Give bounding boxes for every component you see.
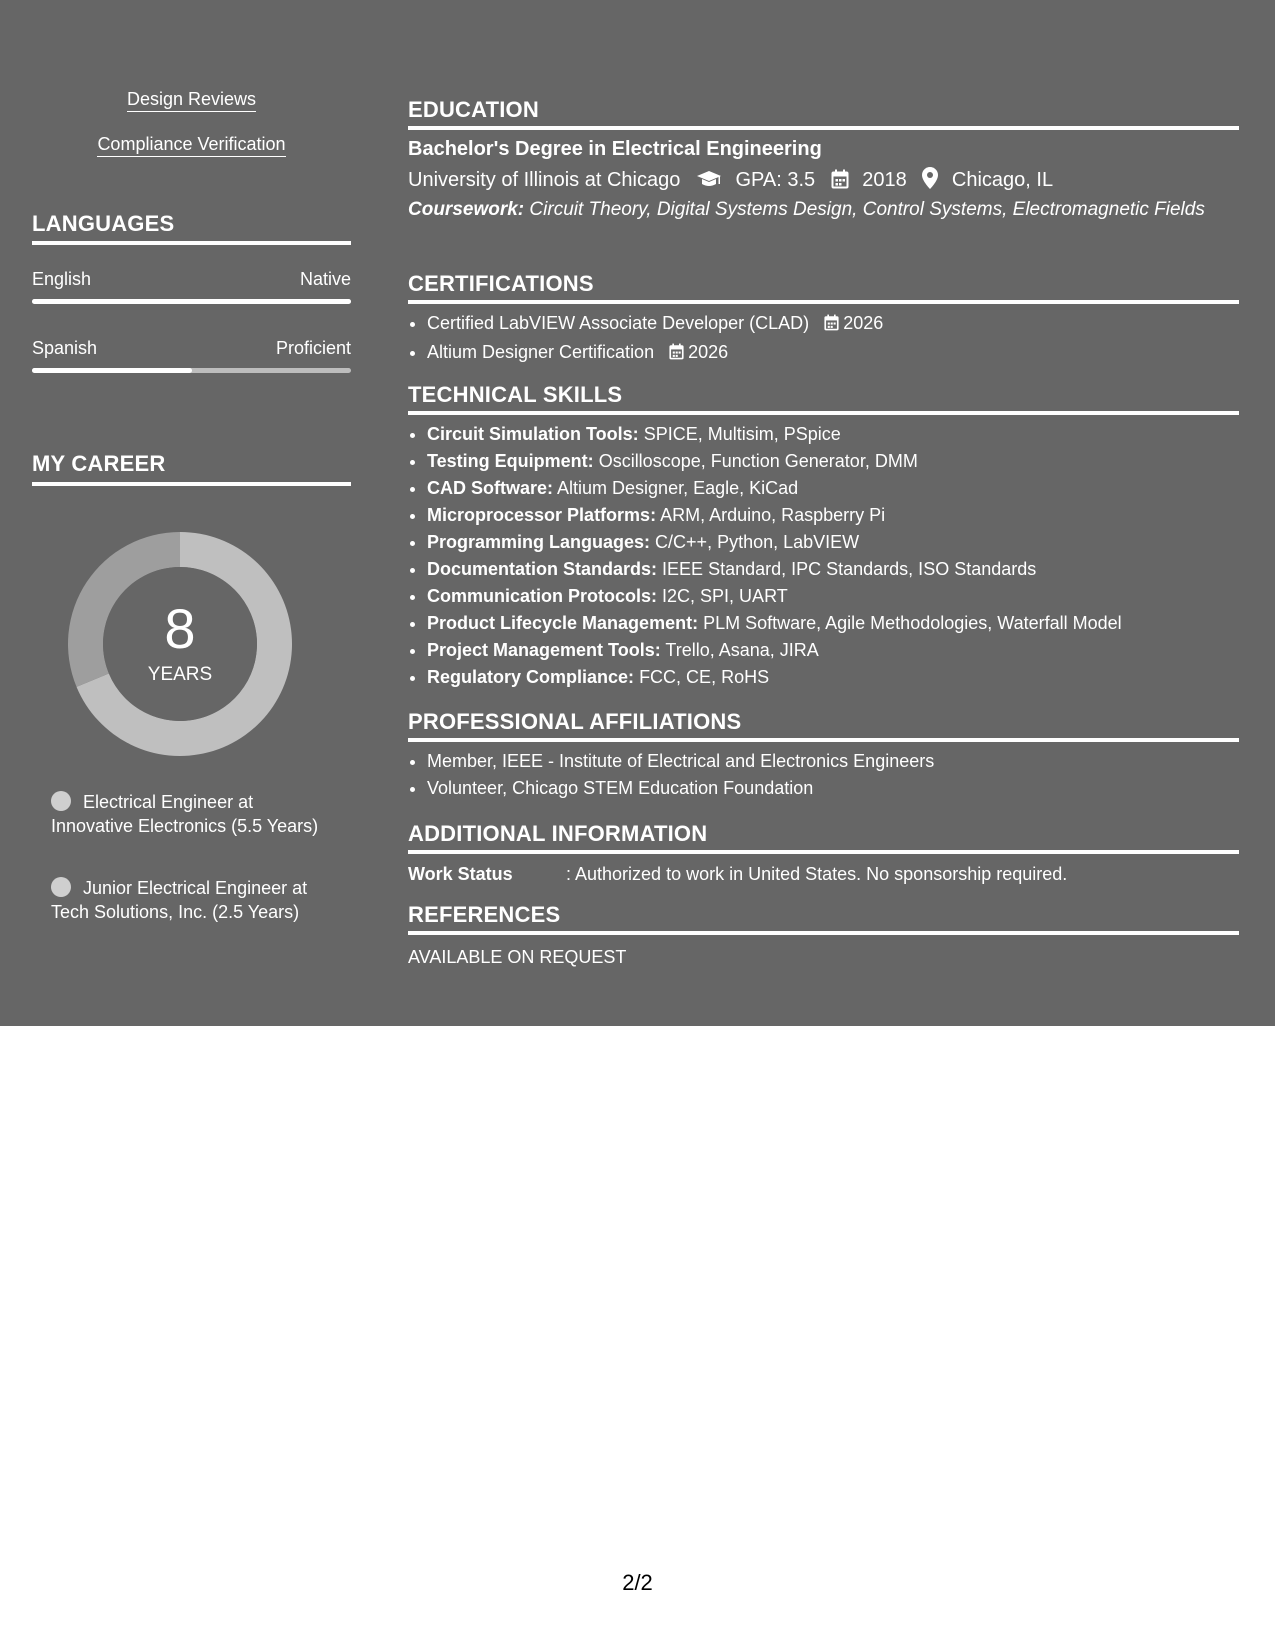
skill-value: Oscilloscope, Function Generator, DMM <box>598 451 918 471</box>
certifications-heading: CERTIFICATIONS <box>408 271 594 296</box>
skill-value: I2C, SPI, UART <box>662 586 788 606</box>
skill-item <box>427 448 1122 475</box>
skill-value: ARM, Arduino, Raspberry Pi <box>660 505 886 525</box>
language-bar-spanish <box>32 368 351 373</box>
skill-value: FCC, CE, RoHS <box>639 667 770 687</box>
languages-rule <box>32 241 351 245</box>
language-name: Spanish <box>32 338 98 358</box>
affiliation-item: • Member, IEEE - Institute of Electrical and Electronics Engineers <box>427 748 934 775</box>
references-heading: REFERENCES <box>408 902 561 927</box>
language-bar-fill <box>32 299 351 304</box>
skill-label: Documentation Standards: <box>427 559 658 579</box>
skill-item <box>427 421 1122 448</box>
skill-item <box>427 475 1122 502</box>
skill-item <box>427 637 1122 664</box>
skill-label: Regulatory Compliance: <box>427 667 635 687</box>
certifications-list <box>408 310 883 368</box>
certification-year: 2026 <box>843 313 884 333</box>
career-legend-dot <box>51 877 71 897</box>
language-bar-fill <box>32 368 192 373</box>
graduation-cap-icon <box>696 169 722 196</box>
certification-name: Altium Designer Certification <box>427 342 655 362</box>
language-bar-english <box>32 299 351 304</box>
skill-item <box>427 583 1122 610</box>
career-rule <box>32 482 351 486</box>
certification-item <box>427 310 883 339</box>
skill-value: SPICE, Multisim, PSpice <box>643 424 841 444</box>
calendar-icon <box>824 312 839 339</box>
skills-rule <box>408 411 1239 415</box>
skill-item <box>427 610 1122 637</box>
link-compliance-verification-text[interactable]: Compliance Verification <box>97 134 285 157</box>
affiliations-list <box>408 748 934 802</box>
graduation-year: 2018 <box>862 169 907 191</box>
additional-info-rule <box>408 850 1239 854</box>
languages-heading: LANGUAGES <box>32 211 175 236</box>
language-name: English <box>32 269 92 289</box>
skill-label: Project Management Tools: <box>427 640 661 660</box>
coursework-list: Circuit Theory, Digital Systems Design, Control Systems, Electromagnetic Fields <box>529 199 1205 220</box>
skill-value: C/C++, Python, LabVIEW <box>655 532 860 552</box>
link-compliance-verification[interactable] <box>32 133 351 155</box>
skill-item <box>427 664 1122 691</box>
certification-item <box>427 339 883 368</box>
skill-value: PLM Software, Agile Methodologies, Waterfall Model <box>703 613 1122 633</box>
map-pin-icon <box>922 167 938 196</box>
certifications-rule <box>408 300 1239 304</box>
link-design-reviews[interactable] <box>32 88 351 110</box>
school-name: University of Illinois at Chicago <box>408 169 681 191</box>
language-level: Native <box>299 269 351 289</box>
coursework-label: Coursework: <box>408 199 525 220</box>
work-status-value: : Authorized to work in United States. No sponsorship required. <box>566 864 1068 884</box>
career-legend-dot <box>51 791 71 811</box>
career-heading: MY CAREER <box>32 451 166 476</box>
school-location: Chicago, IL <box>951 169 1054 191</box>
education-heading: EDUCATION <box>408 97 539 122</box>
affiliation-item: • Volunteer, Chicago STEM Education Foundation <box>427 775 934 802</box>
skill-value: IEEE Standard, IPC Standards, ISO Standards <box>662 559 1037 579</box>
certification-year: 2026 <box>688 342 729 362</box>
skill-label: Circuit Simulation Tools: <box>427 424 639 444</box>
references-rule <box>408 931 1239 935</box>
affiliations-heading: PROFESSIONAL AFFILIATIONS <box>408 709 742 734</box>
language-level: Proficient <box>275 338 351 358</box>
skill-item <box>427 529 1122 556</box>
additional-info-heading: ADDITIONAL INFORMATION <box>408 821 708 846</box>
skill-value: Trello, Asana, JIRA <box>665 640 819 660</box>
skill-label: CAD Software: <box>427 478 554 498</box>
gpa-text: GPA: 3.5 <box>735 169 816 191</box>
skill-label: Communication Protocols: <box>427 586 658 606</box>
skill-item <box>427 556 1122 583</box>
skill-label: Programming Languages: <box>427 532 651 552</box>
page-number: 2/2 <box>622 1570 653 1595</box>
skill-label: Testing Equipment: <box>427 451 594 471</box>
career-item-1 <box>51 790 331 838</box>
coursework <box>408 198 1239 222</box>
career-item-label: Junior Electrical Engineer at Tech Solutions, Inc. (2.5 Years) <box>51 878 308 922</box>
career-item-label: Electrical Engineer at Innovative Electronics (5.5 Years) <box>51 792 319 836</box>
career-years-unit: YEARS <box>147 664 213 685</box>
skills-list <box>408 421 1122 691</box>
career-item-2 <box>51 876 331 924</box>
education-rule <box>408 126 1239 130</box>
work-status-label: Work Status <box>408 864 513 884</box>
skill-item <box>427 502 1122 529</box>
career-total-years: 8 <box>164 597 196 660</box>
references-text: AVAILABLE ON REQUEST <box>408 947 627 967</box>
education-details <box>408 167 1053 196</box>
calendar-icon <box>831 169 849 196</box>
skill-label: Product Lifecycle Management: <box>427 613 699 633</box>
affiliations-rule <box>408 738 1239 742</box>
skill-value: Altium Designer, Eagle, KiCad <box>557 478 799 498</box>
skill-label: Microprocessor Platforms: <box>427 505 657 525</box>
link-design-reviews-text[interactable]: Design Reviews <box>127 89 256 112</box>
skills-heading: TECHNICAL SKILLS <box>408 382 623 407</box>
calendar-icon <box>669 341 684 368</box>
certification-name: Certified LabVIEW Associate Developer (CLAD) <box>427 313 810 333</box>
degree-title: Bachelor's Degree in Electrical Engineering <box>408 138 822 160</box>
